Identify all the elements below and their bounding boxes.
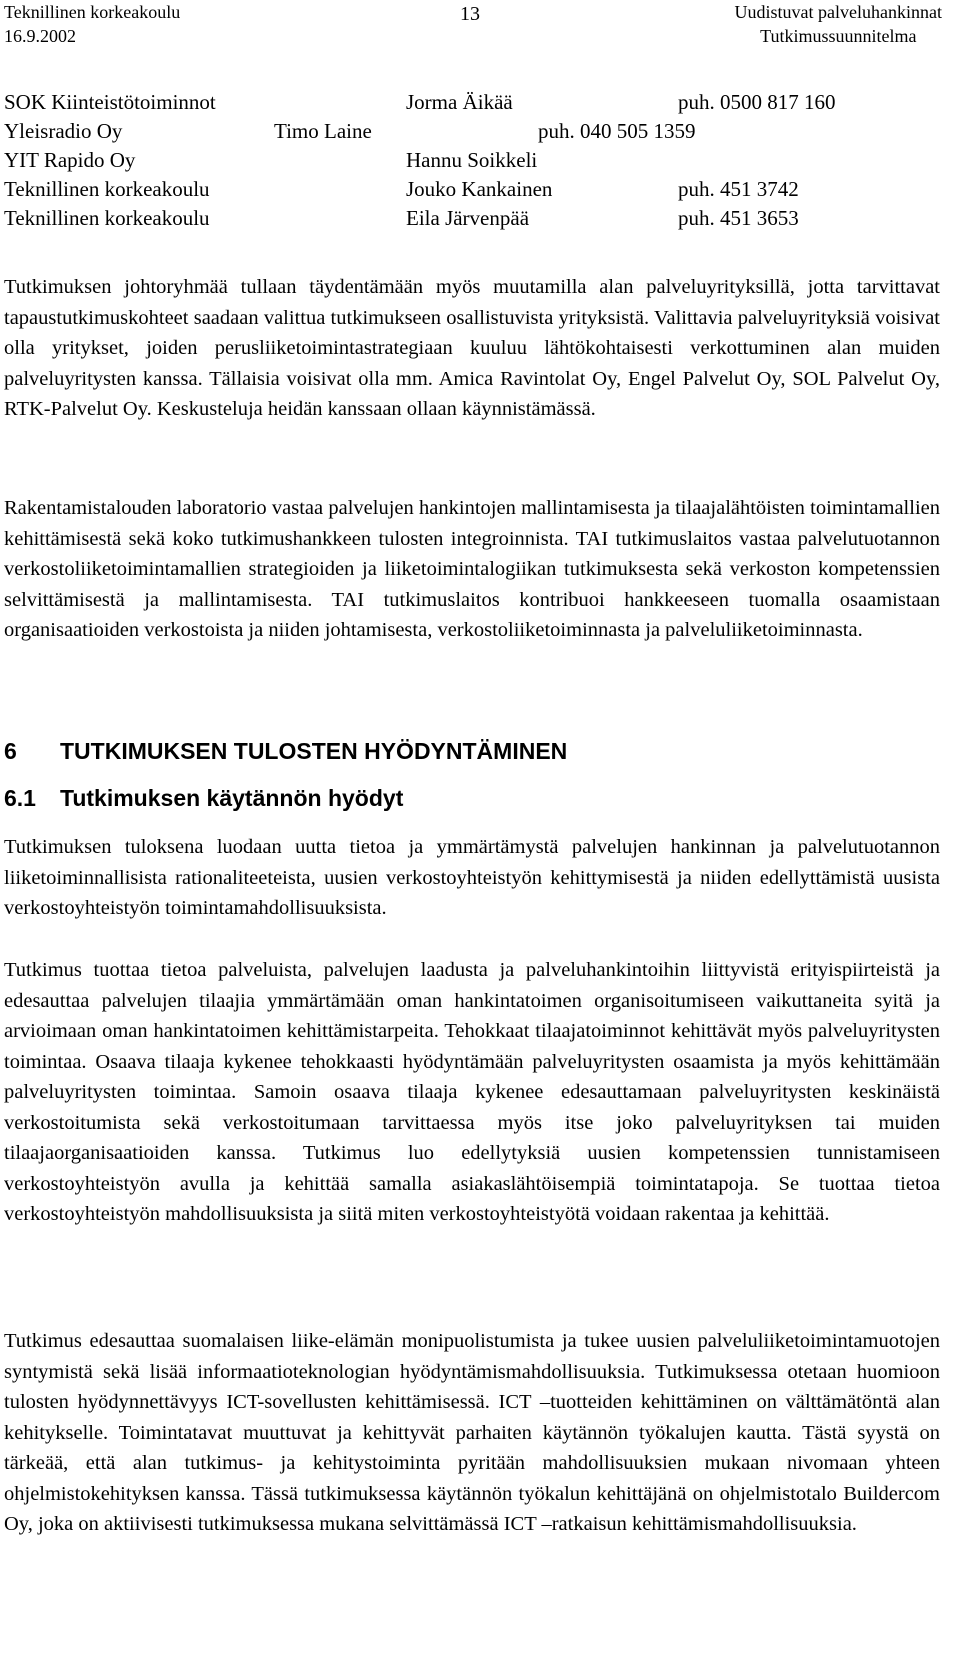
- page-header: [0, 0, 960, 50]
- header-right: [735, 0, 942, 48]
- paragraph-block: [4, 272, 940, 425]
- section-title: TUTKIMUKSEN TULOSTEN HYÖDYNTÄMINEN: [60, 738, 568, 764]
- contact-org: Yleisradio Oy: [4, 119, 123, 143]
- paragraph: Tutkimuksen johtoryhmää tullaan täydentämään myös muutamilla alan palveluyrityksillä, jotta tarvittavat tapaustutkimuskohteet saadaan valittua tutkimukseen osallistuvista yrityksistä. Valittavia palveluyrityksiä voisivat olla yritykset, joiden perusliiketoimintastrategiaan kuuluu lähtökohtaisesti verkottuminen alan muiden palveluyritysten kanssa. Tällaisia voisivat olla mm. Amica Ravintolat Oy, Engel Palvelut Oy, SOL Palvelut Oy, RTK-Palvelut Oy. Keskusteluja heidän kanssaan ollaan käynnistämässä.: [4, 276, 940, 420]
- contact-person: Hannu Soikkeli: [406, 148, 538, 172]
- contact-row: [4, 204, 944, 233]
- contact-phone: puh. 0500 817 160: [678, 90, 836, 114]
- section-number: 6: [4, 738, 17, 764]
- contact-person: Jouko Kankainen: [406, 177, 553, 201]
- contact-org: Teknillinen korkeakoulu: [4, 206, 210, 230]
- paragraph-block: [4, 1326, 940, 1540]
- paragraph: Tutkimuksen tuloksena luodaan uutta tietoa ja ymmärtämystä palvelujen hankinnan ja palvelutuotannon liiketoiminnallisista rationaliteeteista, uusien verkostoyhteistyön kehittymisestä ja niiden edellyttämistä uusista verkostoyhteistyön toimintamahdollisuuksista.: [4, 836, 940, 919]
- subsection-number: 6.1: [4, 785, 36, 811]
- contact-person: Timo Laine: [274, 119, 372, 143]
- contact-phone: puh. 451 3742: [678, 177, 799, 201]
- paragraph: Rakentamistalouden laboratorio vastaa palvelujen hankintojen mallintamisesta ja tilaajalähtöisten toimintamallien kehittämisestä sekä koko tutkimushankkeen tulosten integroinnista. TAI tutkimuslaitos vastaa palvelutuotannon verkostoliiketoimintamallien strategioiden ja liiketoimintalogiikan tutkimuksesta sekä verkoston kompetenssien selvittämisestä ja mallintamisesta. TAI tutkimuslaitos kontribuoi hankkeeseen tuomalla osaamistaan organisaatioiden verkostoista ja niiden johtamisesta, verkostoliiketoiminnasta ja palveluliiketoiminnasta.: [4, 497, 940, 641]
- paragraph-block: [4, 832, 940, 924]
- contact-org: Teknillinen korkeakoulu: [4, 177, 210, 201]
- contact-org: SOK Kiinteistötoiminnot: [4, 90, 216, 114]
- page-number: 13: [460, 3, 480, 25]
- header-document-type: Tutkimussuunnitelma: [760, 26, 917, 46]
- header-institution: Teknillinen korkeakoulu: [4, 2, 181, 22]
- header-project-title: Uudistuvat palveluhankinnat: [734, 2, 942, 22]
- contact-person: Eila Järvenpää: [406, 206, 530, 230]
- contact-row: [4, 88, 944, 117]
- contact-person: Jorma Äikää: [406, 90, 513, 114]
- paragraph: Tutkimus edesauttaa suomalaisen liike-elämän monipuolistumista ja tukee uusien palveluliiketoimintamuotojen syntymistä sekä lisää informaatioteknologian hyödyntämismahdollisuuksia. Tutkimuksessa otetaan huomioon tulosten hyödynnettävyys ICT-sovellusten kehittämisessä. ICT –tuotteiden kehittäminen on välttämätöntä alan kehitykselle. Toimintatavat muuttuvat ja kehittyvät parhaiten käytännön työkalujen kautta. Tästä syystä on tärkeää, että alan tutkimus- ja kehitystoiminta pyritään mahdollisuuksien mukaan nivomaan yhteen ohjelmistokehityksen kanssa. Tässä tutkimuksessa käytännön työkalun kehittäjänä on ohjelmistotalo Buildercom Oy, joka on aktiivisesti tutkimuksessa mukana selvittämässä ICT –ratkaisun kehittämismahdollisuuksia.: [4, 1330, 940, 1535]
- contact-list: [4, 88, 944, 233]
- contact-phone: puh. 040 505 1359: [538, 119, 696, 143]
- paragraph-block: [4, 955, 940, 1230]
- contact-phone: puh. 451 3653: [678, 206, 799, 230]
- subsection-title: Tutkimuksen käytännön hyödyt: [60, 785, 404, 811]
- header-date: 16.9.2002: [4, 26, 76, 46]
- contact-row: [4, 117, 944, 146]
- contact-row: [4, 146, 944, 175]
- contact-row: [4, 175, 944, 204]
- subsection-heading: [4, 785, 403, 812]
- section-heading: [4, 738, 567, 765]
- paragraph: Tutkimus tuottaa tietoa palveluista, palvelujen laadusta ja palveluhankintoihin liittyvistä erityispiirteistä ja edesauttaa palvelujen tilaajia ymmärtämään oman hankintatoimen organisoitumiseen vaikuttaneita syitä ja arvioimaan oman hankintatoimen kehittämistarpeita. Tehokkaat tilaajatoiminnot kehittävät myös palveluyritysten toimintaa. Osaava tilaaja kykenee tehokkaasti hyödyntämään palveluyritysten osaamista ja myös kehittämään palveluyritysten toimintaa. Samoin osaava tilaaja kykenee edesauttamaan palveluyritysten keskinäistä verkostoitumista sekä verkostoitumaan tarvittaessa myös itse joko palveluyrityksen tai muiden tilaajaorganisaatioiden kanssa. Tutkimus luo edellytyksiä uusien kompetenssien tunnistamiseen verkostoyhteistyön avulla ja kehittää samalla asiakaslähtöisempiä toimintatapoja. Se tuottaa tietoa verkostoyhteistyön mahdollisuuksista ja siitä miten verkostoyhteistyötä voidaan rakentaa ja kehittää.: [4, 959, 940, 1225]
- paragraph-block: [4, 493, 940, 646]
- contact-org: YIT Rapido Oy: [4, 148, 136, 172]
